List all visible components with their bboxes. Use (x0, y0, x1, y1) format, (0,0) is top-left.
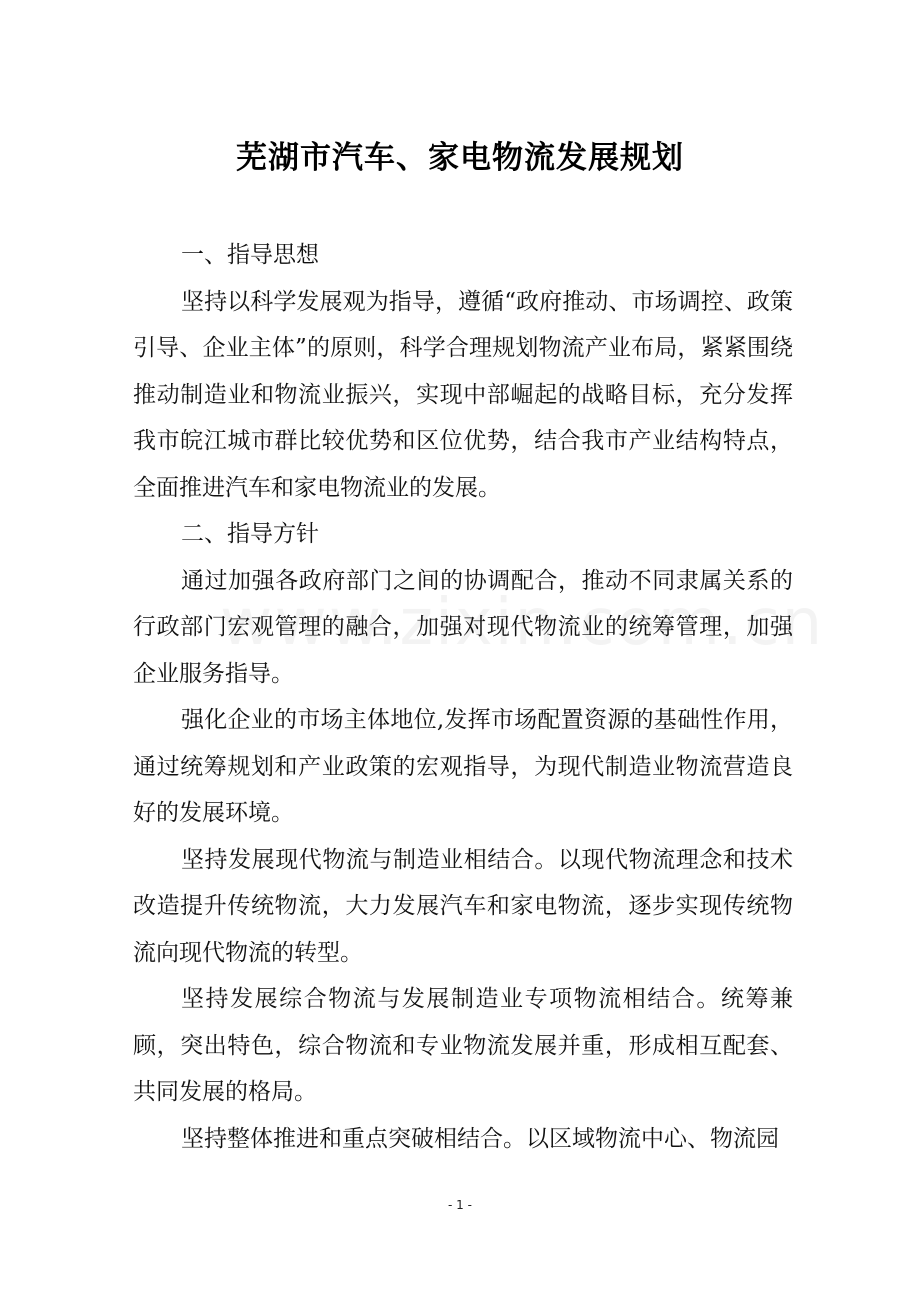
page-number: - 1 - (448, 1198, 472, 1212)
document-title: 芜湖市汽车、家电物流发展规划 (236, 140, 684, 176)
paragraph-comprehensive-logistics: 坚持发展综合物流与发展制造业专项物流相结合。统筹兼顾，突出特色，综合物流和专业物流发展并重，形成相互配套、共同发展的格局。 (133, 986, 793, 1105)
paragraph-overall-advance: 坚持整体推进和重点突破相结合。以区域物流中心、物流园 (181, 1125, 779, 1152)
paragraph-guiding-thought: 坚持以科学发展观为指导，遵循“政府推动、市场调控、政策引导、企业主体”的原则，科学合理规划物流产业布局，紧紧围绕推动制造业和物流业振兴，实现中部崛起的战略目标，充分发挥我市皖江城市群比较优势和区位优势，结合我市产业结构特点，全面推进汽车和家电物流业的发展。 (133, 288, 793, 501)
section-heading-guiding-principles: 二、指导方针 (181, 521, 319, 547)
document-body (133, 232, 793, 1162)
paragraph-coordination: 通过加强各政府部门之间的协调配合，推动不同隶属关系的行政部门宏观管理的融合，加强对现代物流业的统筹管理，加强企业服务指导。 (133, 567, 793, 687)
paragraph-market-role: 强化企业的市场主体地位,发挥市场配置资源的基础性作用，通过统筹规划和产业政策的宏观指导，为现代制造业物流营造良好的发展环境。 (133, 707, 793, 826)
paragraph-modern-logistics: 坚持发展现代物流与制造业相结合。以现代物流理念和技术改造提升传统物流，大力发展汽车和家电物流，逐步实现传统物流向现代物流的转型。 (133, 846, 793, 966)
section-heading-guiding-thought: 一、指导思想 (181, 242, 319, 268)
